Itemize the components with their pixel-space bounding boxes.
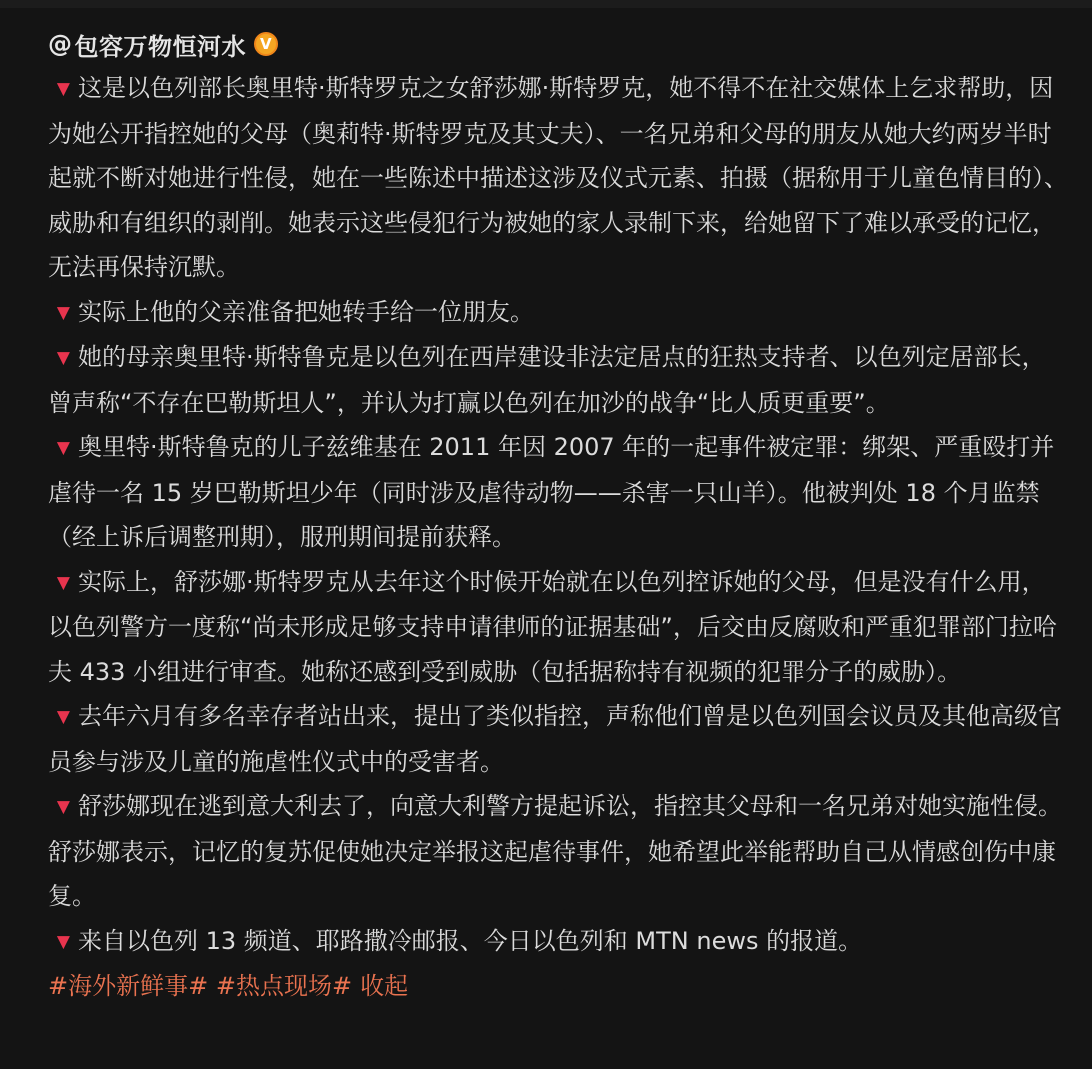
collapse-link[interactable]: 收起 [360, 972, 409, 1000]
top-divider [0, 0, 1092, 8]
red-triangle-down-icon: ▼ [56, 79, 70, 99]
paragraph-text: 舒莎娜现在逃到意大利去了，向意大利警方提起诉讼，指控其父母和一名兄弟对她实施性侵。舒莎娜表示，记忆的复苏促使她决定举报这起虐待事件，她希望此举能帮助自己从情感创伤中康复。 [48, 792, 1062, 910]
red-triangle-down-icon: ▼ [56, 572, 70, 593]
red-triangle-down-icon: ▼ [56, 302, 70, 323]
paragraph-6 [48, 694, 1068, 784]
topic-tag-hot-scene[interactable]: #热点现场# [215, 972, 353, 1000]
red-triangle-down-icon: ▼ [56, 931, 70, 952]
paragraph-text: 她的母亲奥里特·斯特鲁克是以色列在西岸建设非法定居点的狂热支持者、以色列定居部长，曾声称“不存在巴勒斯坦人”，并认为打赢以色列在加沙的战争“比人质更重要”。 [48, 343, 1046, 417]
topic-tag-overseas-news[interactable]: #海外新鲜事# [48, 972, 209, 1000]
paragraph-text: 来自以色列 13 频道、耶路撒冷邮报、今日以色列和 MTN news 的报道。 [78, 926, 863, 955]
verified-badge-icon: V [254, 32, 278, 56]
paragraph-5 [48, 560, 1068, 695]
paragraph-3 [48, 335, 1068, 425]
topic-tags [48, 964, 1068, 1009]
paragraph-7 [48, 784, 1068, 919]
paragraph-8 [48, 919, 1068, 965]
red-triangle-down-icon: ▼ [56, 438, 70, 458]
red-triangle-down-icon: ▼ [56, 348, 70, 368]
paragraph-text: 去年六月有多名幸存者站出来，提出了类似指控，声称他们曾是以色列国会议员及其他高级官员参与涉及儿童的施虐性仪式中的受害者。 [48, 702, 1062, 776]
paragraph-text: 这是以色列部长奥里特·斯特罗克之女舒莎娜·斯特罗克，她不得不在社交媒体上乞求帮助，因为她公开指控她的父母（奥莉特·斯特罗克及其丈夫）、一名兄弟和父母的朋友从她大约两岁半时起就不断对她进行性侵，她在一些陈述中描述这涉及仪式元素、拍摄（据称用于儿童色情目的）、威胁和有组织的剥削。她表示这些侵犯行为被她的家人录制下来，给她留下了难以承受的记忆，无法再保持沉默。 [48, 74, 1068, 281]
paragraph-1 [48, 66, 1068, 290]
author-name-link[interactable]: 包容万物恒河水 [74, 32, 246, 61]
red-triangle-down-icon: ▼ [56, 707, 70, 727]
paragraph-text: 奥里特·斯特鲁克的儿子兹维基在 2011 年因 2007 年的一起事件被定罪：绑架、严重殴打并虐待一名 15 岁巴勒斯坦少年（同时涉及虐待动物——杀害一只山羊）。他被判处 18 个月监禁（经上诉后调整刑期），服刑期间提前获释。 [48, 433, 1055, 551]
paragraph-2 [48, 290, 1068, 336]
paragraph-text: 实际上，舒莎娜·斯特罗克从去年这个时候开始就在以色列控诉她的父母，但是没有什么用，以色列警方一度称“尚未形成足够支持申请律师的证据基础”，后交由反腐败和严重犯罪部门拉哈夫 433 小组进行审查。她称还感到受到威胁（包括据称持有视频的犯罪分子的威胁）。 [48, 567, 1057, 686]
weibo-post [48, 22, 1068, 1009]
red-triangle-down-icon: ▼ [56, 797, 70, 817]
paragraph-4 [48, 425, 1068, 560]
paragraph-text: 实际上他的父亲准备把她转手给一位朋友。 [78, 297, 534, 326]
mention-at-sign: @ [48, 30, 73, 58]
author-line [48, 22, 1068, 66]
